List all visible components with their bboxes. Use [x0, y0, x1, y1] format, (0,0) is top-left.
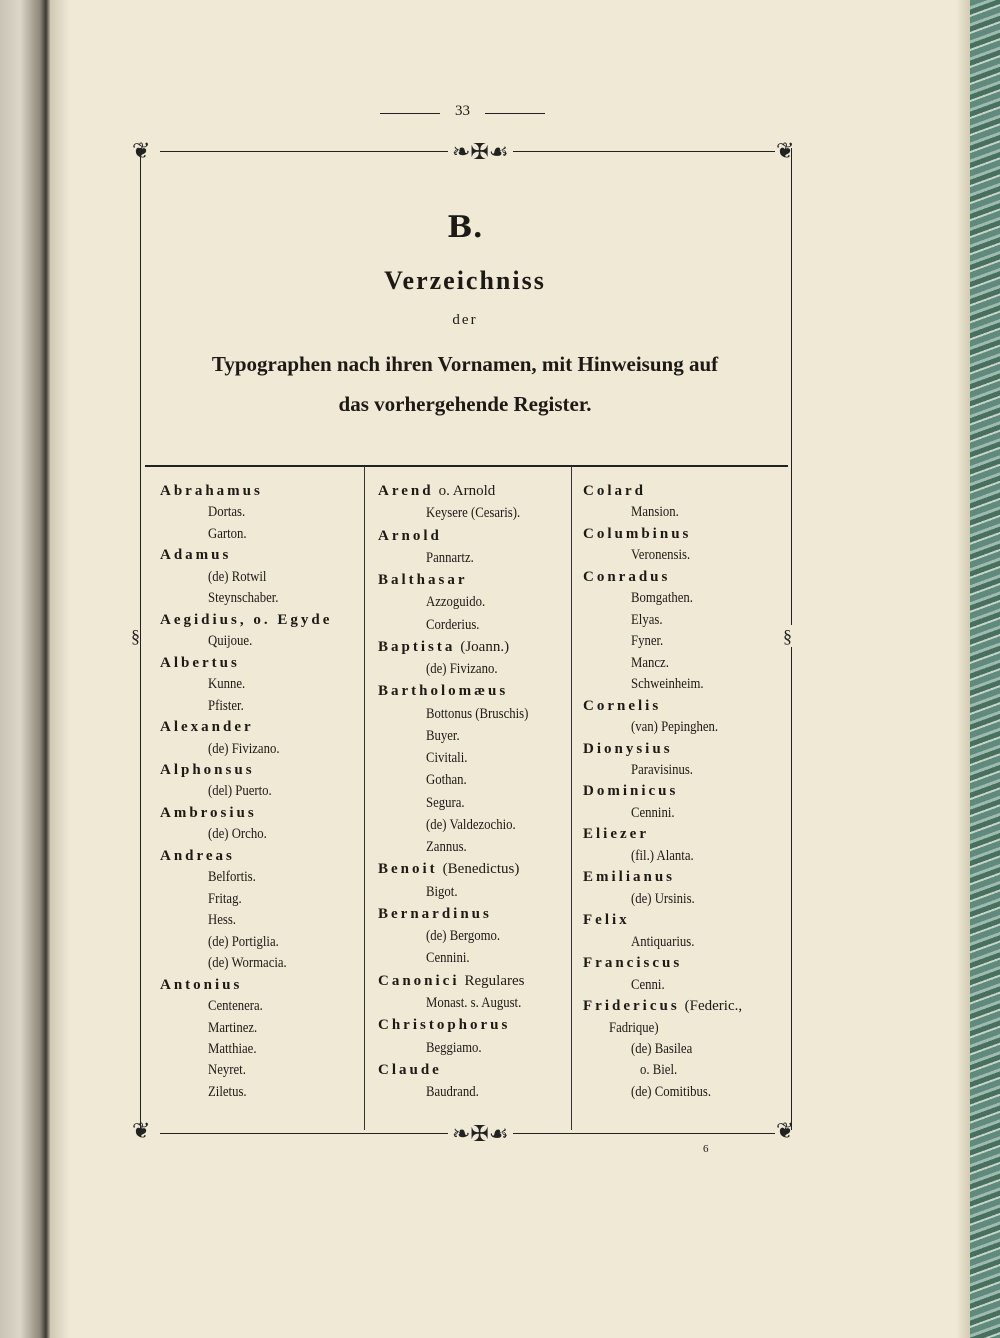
printer-surname: Centenera.: [208, 998, 263, 1015]
printer-surname: Segura.: [426, 794, 465, 811]
marbled-cover-edge: [970, 0, 1000, 1338]
forename: Claude: [378, 1061, 442, 1078]
forename-entry: [583, 955, 682, 972]
printer-surname: Cennini.: [426, 950, 470, 967]
forename-variant: (Benedictus): [442, 861, 520, 878]
forename: Fridericus: [583, 998, 680, 1015]
printer-surname: Dortas.: [208, 504, 246, 521]
printer-surname: Garton.: [208, 525, 247, 542]
printer-surname: Steynschaber.: [208, 590, 279, 607]
printer-surname: Bomgathen.: [631, 590, 693, 607]
signature-mark: 6: [703, 1143, 709, 1155]
printer-surname: (de) Wormacia.: [208, 955, 287, 972]
printer-surname: Bottonus (Bruschis): [426, 705, 529, 722]
forename: Dionysius: [583, 740, 673, 757]
printer-surname: (de) Fivizano.: [208, 740, 280, 757]
printer-surname: (de) Basilea: [631, 1040, 693, 1057]
title-der: der: [452, 312, 478, 328]
page-edge-shadow: [956, 0, 970, 1338]
forename: Arnold: [378, 527, 442, 544]
printer-surname: (de) Bergomo.: [426, 928, 501, 945]
forename-entry: [378, 906, 492, 923]
forename-entry: [378, 483, 495, 500]
printer-surname: Martinez.: [208, 1019, 258, 1036]
printer-surname: Bigot.: [426, 883, 458, 900]
forename-entry: [160, 762, 255, 779]
page-gutter: [50, 0, 70, 1338]
forename-entry: [378, 1062, 442, 1079]
forename-variant: o. Arnold: [438, 483, 496, 499]
book-binding: [0, 0, 50, 1338]
forename: Cornelis: [583, 697, 662, 714]
forename-entry: [160, 612, 332, 629]
printer-surname: (de) Portiglia.: [208, 933, 279, 950]
printer-surname: Civitali.: [426, 750, 468, 767]
forename: Baptista: [378, 638, 456, 655]
printer-surname: Baudrand.: [426, 1084, 479, 1101]
printer-surname: (van) Pepinghen.: [631, 719, 719, 736]
forename: Bartholomæus: [378, 683, 509, 700]
forename-entry: [583, 526, 691, 543]
printer-surname: Fyner.: [631, 633, 664, 650]
side-ornament-icon: §: [783, 626, 792, 646]
center-ornament-icon: ❧✠☙: [448, 141, 513, 163]
printer-surname: Fritag.: [208, 890, 242, 907]
forename-entry: [583, 483, 646, 500]
printer-surname: Pfister.: [208, 697, 244, 714]
forename-entry: [160, 483, 263, 500]
printer-surname: Veronensis.: [631, 547, 691, 564]
forename-entry: [583, 783, 678, 800]
printer-surname: Schweinheim.: [631, 676, 704, 693]
forename-entry: [378, 572, 468, 589]
subtitle-line-1: Typographen nach ihren Vornamen, mit Hinweisung auf: [211, 352, 719, 376]
forename-entry: [583, 912, 630, 929]
forename: Eliezer: [583, 826, 649, 843]
printer-surname: Paravisinus.: [631, 761, 693, 778]
printer-surname: Kunne.: [208, 676, 246, 693]
printer-surname: Ziletus.: [208, 1083, 247, 1100]
printer-surname: Mansion.: [631, 504, 679, 521]
forename: Balthasar: [378, 572, 468, 589]
corner-ornament-icon: ❦: [132, 1118, 151, 1143]
printer-surname: Buyer.: [426, 727, 460, 744]
forename-variant: (Federic.,: [684, 998, 743, 1015]
corner-ornament-icon: ❦: [776, 138, 795, 163]
printer-surname: Quijoue.: [208, 633, 253, 650]
column-divider: [571, 466, 572, 1130]
forename-entry: [583, 698, 661, 715]
forename-entry: [378, 973, 525, 990]
printer-surname: (de) Valdezochio.: [426, 816, 516, 833]
printer-surname: Cennini.: [631, 804, 675, 821]
column-divider: [364, 466, 365, 1130]
printer-surname: Fadrique): [609, 1019, 659, 1036]
printer-surname: Corderius.: [426, 616, 480, 633]
printer-surname: Azzoguido.: [426, 594, 486, 611]
forename: Aegidius, o. Egyde: [160, 611, 333, 628]
side-ornament-icon: §: [131, 626, 140, 646]
forename: Emilianus: [583, 869, 676, 886]
forename-entry: [378, 683, 508, 700]
printer-surname: (de) Rotwil: [208, 568, 267, 585]
forename: Ambrosius: [160, 804, 257, 821]
page-title: Verzeichniss: [384, 266, 546, 295]
forename: Antonius: [160, 976, 243, 993]
printer-surname: Cenni.: [631, 976, 665, 993]
forename: Abrahamus: [160, 483, 263, 499]
forename: Colard: [583, 483, 646, 499]
center-ornament-icon: ❧✠☙: [448, 1123, 513, 1145]
printer-surname: (del) Puerto.: [208, 783, 272, 800]
forename-entry: [378, 639, 509, 656]
printer-surname: (de) Fivizano.: [426, 661, 498, 678]
forename-entry: [160, 547, 231, 564]
printer-surname: Matthiae.: [208, 1040, 257, 1057]
printer-surname: Elyas.: [631, 611, 663, 628]
printer-surname: (de) Ursinis.: [631, 890, 695, 907]
forename-variant: (Joann.): [460, 638, 510, 655]
forename: Alexander: [160, 719, 254, 736]
printer-surname: Hess.: [208, 912, 236, 929]
printer-surname: Belfortis.: [208, 869, 256, 886]
forename: Columbinus: [583, 525, 692, 542]
forename-entry: [583, 569, 670, 586]
forename-entry: [583, 826, 649, 843]
printer-surname: Monast. s. August.: [426, 994, 522, 1011]
forename-entry: [160, 655, 240, 672]
page-number: 33: [380, 103, 545, 120]
forename: Franciscus: [583, 955, 683, 972]
subtitle-line-2: das vorhergehende Register.: [338, 392, 592, 416]
forename-entry: [160, 977, 242, 994]
printer-surname: Neyret.: [208, 1062, 246, 1079]
forename: Christophorus: [378, 1017, 511, 1034]
forename: Dominicus: [583, 783, 679, 800]
forename-entry: [160, 805, 257, 822]
forename: Albertus: [160, 654, 240, 671]
printer-surname: (de) Comitibus.: [631, 1083, 712, 1100]
forename: Felix: [583, 912, 630, 929]
forename-entry: [583, 998, 742, 1015]
forename-variant: Regulares: [464, 972, 525, 989]
forename: Benoit: [378, 861, 438, 878]
printer-surname: Mancz.: [631, 654, 669, 671]
forename: Conradus: [583, 568, 671, 585]
section-letter: B.: [447, 210, 483, 245]
printer-surname: Pannartz.: [426, 549, 474, 566]
printer-surname: Antiquarius.: [631, 933, 695, 950]
forename-entry: [160, 719, 254, 736]
forename-entry: [378, 861, 519, 878]
corner-ornament-icon: ❦: [776, 1118, 795, 1143]
forename-entry: [378, 528, 442, 545]
printer-surname: Beggiamo.: [426, 1039, 482, 1056]
forename: Bernardinus: [378, 905, 492, 922]
printer-surname: Zannus.: [426, 839, 467, 856]
forename-entry: [160, 848, 235, 865]
forename: Adamus: [160, 547, 232, 564]
forename: Alphonsus: [160, 761, 255, 778]
header-rule: [145, 465, 788, 467]
printer-surname: o. Biel.: [640, 1062, 678, 1079]
corner-ornament-icon: ❦: [132, 138, 151, 163]
forename: Arend: [378, 483, 434, 499]
printer-surname: (fil.) Alanta.: [631, 847, 694, 864]
printer-surname: (de) Orcho.: [208, 826, 267, 843]
forename-entry: [378, 1017, 510, 1034]
printer-surname: Gothan.: [426, 772, 467, 789]
forename-entry: [583, 869, 675, 886]
forename-entry: [583, 741, 673, 758]
forename: Andreas: [160, 847, 235, 864]
printer-surname: Keysere (Cesaris).: [426, 505, 521, 522]
forename: Canonici: [378, 972, 460, 989]
